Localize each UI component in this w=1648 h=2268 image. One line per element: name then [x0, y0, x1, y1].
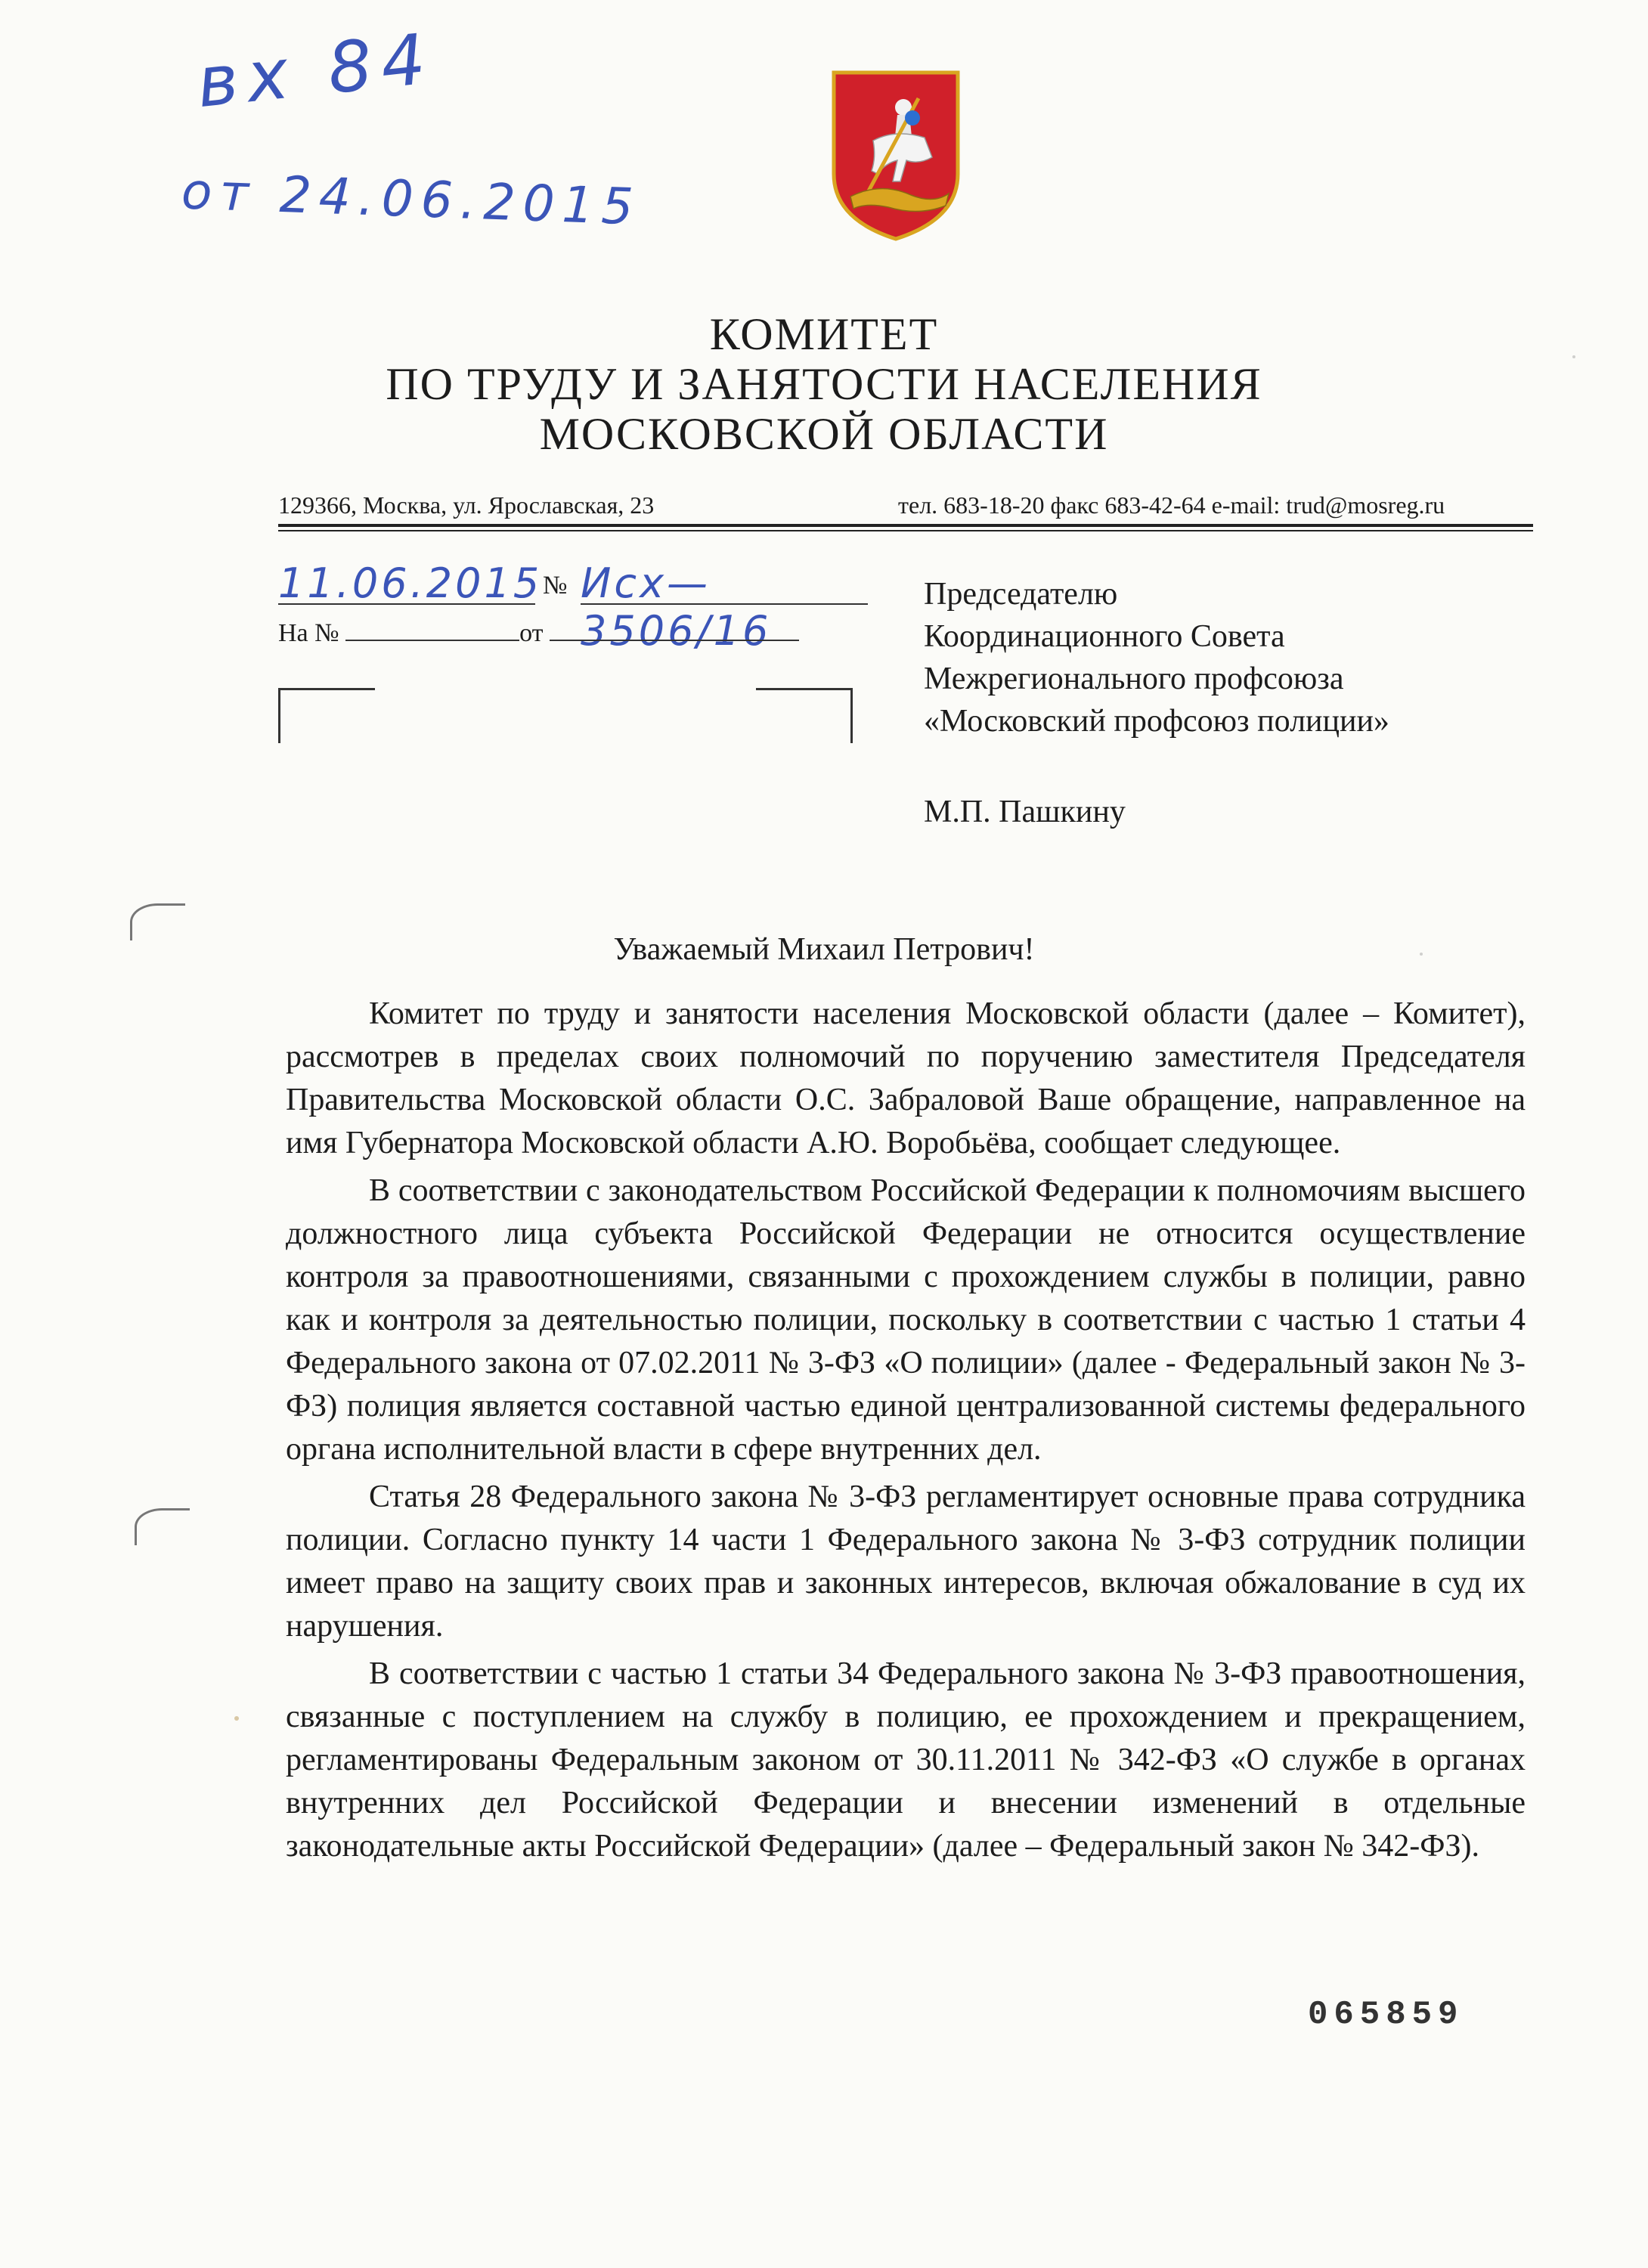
scan-speck — [234, 1716, 239, 1721]
incoming-number-handwritten: вх 84 — [193, 17, 438, 124]
letterhead-divider — [278, 524, 1533, 527]
punch-hole-mark — [135, 1508, 190, 1545]
incoming-date-handwritten: от 24.06.2015 — [180, 162, 642, 237]
letterhead-title-line-2: ПО ТРУДУ И ЗАНЯТОСТИ НАСЕЛЕНИЯ — [386, 359, 1262, 409]
reply-from-label: от — [519, 619, 544, 647]
reply-date-blank — [550, 617, 799, 641]
addressee-line: Председателю — [924, 577, 1118, 612]
body-paragraph: Комитет по труду и занятости населения Московской области (далее – Комитет), рассмотрев в пределах своих полномочий по поручению заместителя Председателя Правительства Московской области О.С. Забраловой Ваше обращение, направленное на имя Губернатора Московской области А.Ю. Воробьёва, сообщает следующее. — [286, 996, 1526, 1160]
body-paragraph: В соответствии с законодательством Российской Федерации к полномочиям высшего должностного лица субъекта Российской Федерации не относится осуществление контроля за правоотношениями, связанными с прохождением службы в полиции, равно как и контроля за деятельностью полиции, поскольку в соответствии с частью 1 статьи 4 Федерального закона от 07.02.2011 № 3-ФЗ «О полиции» (далее - Федеральный закон № 3-ФЗ) полиция является составной частью единой централизованной системы федерального органа исполнительной власти в сфере внутренних дел. — [286, 1173, 1526, 1467]
addressee-line: Координационного Совета — [924, 619, 1285, 654]
organization-contacts: тел. 683-18-20 факс 683-42-64 e-mail: trud@mosreg.ru — [898, 491, 1445, 519]
reply-number-blank — [345, 617, 519, 641]
addressee-line: Межрегионального профсоюза — [924, 662, 1344, 696]
letterhead-title-line-1: КОМИТЕТ — [709, 309, 939, 359]
address-field-corner-right — [756, 688, 853, 743]
letter-body — [286, 993, 1526, 1873]
addressee-name: М.П. Пашкину — [924, 795, 1126, 829]
addressee-line: «Московский профсоюз полиции» — [924, 704, 1389, 739]
outgoing-number-handwritten: Исх— 3506/16 — [581, 559, 772, 655]
reply-reference-line — [278, 617, 799, 648]
number-sign: № — [543, 572, 568, 600]
body-paragraph: В соответствии с частью 1 статьи 34 Федерального закона № 3-ФЗ правоотношения, связанные с поступлением на службу в полицию, ее прохождением и прекращением, регламентированы Федеральным законом от 30.11.2011 № 342-ФЗ «О службе в органах внутренних дел Российской Федерации и внесении изменений в отдельные законодательные акты Российской Федерации» (далее – Федеральный закон № 342-ФЗ). — [286, 1656, 1526, 1864]
form-serial-number: 065859 — [1308, 1996, 1464, 2034]
body-paragraph: Статья 28 Федерального закона № 3-ФЗ регламентирует основные права сотрудника полиции. Согласно пункту 14 части 1 Федерального закона № 3-ФЗ сотрудник полиции имеет право на защиту своих прав и законных интересов, включая обжалование в суд их нарушения. — [286, 1479, 1526, 1644]
address-field-corner-left — [278, 688, 375, 743]
outgoing-date-handwritten: 11.06.2015 — [278, 559, 543, 607]
number-underline — [581, 603, 868, 605]
letterhead-divider-thin — [278, 530, 1533, 531]
addressee-block — [924, 573, 1389, 742]
salutation: Уважаемый Михаил Петрович! — [613, 932, 1035, 967]
organization-address: 129366, Москва, ул. Ярославская, 23 — [278, 491, 655, 519]
date-underline — [278, 603, 535, 605]
reply-number-label: На № — [278, 619, 339, 647]
letterhead-title-line-3: МОСКОВСКОЙ ОБЛАСТИ — [539, 409, 1109, 459]
moscow-region-coat-of-arms-icon — [828, 68, 964, 242]
